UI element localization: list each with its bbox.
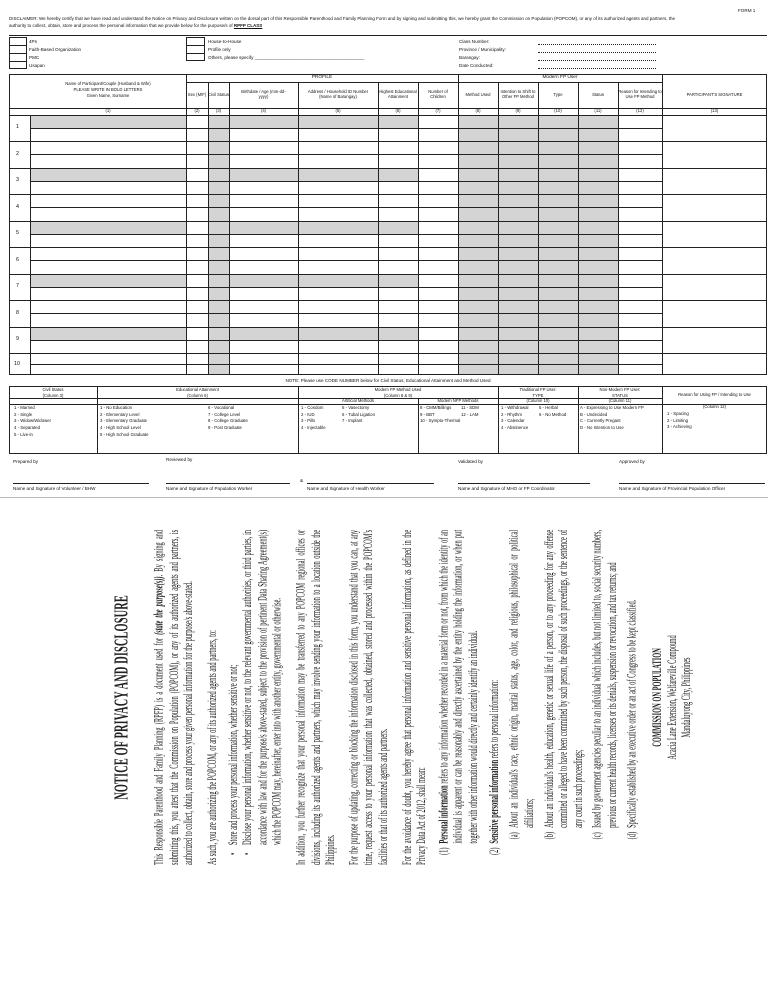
session-others: Others, please specify ___________________________________________ [208, 55, 365, 60]
col-type: Type [553, 91, 563, 97]
profile-header: PROFILE [311, 75, 333, 81]
col-signature: PARTICIPANT'S SIGNATURE [686, 91, 743, 97]
col-num-10: (10) [554, 108, 562, 114]
date-conducted-label: Date Conducted: [459, 63, 494, 68]
disclaimer-purpose: RPFP CLASS [233, 23, 263, 28]
col-num-7: (7) [435, 108, 441, 114]
personal-info-definition: (1) Personal information refers to any information whether recorded in a material form or not, from which the identity of an individual is apparent or can be reasonably and directly ascertained by the entity holding the information, or when put together with other information would directly and certainly identify an individual. [436, 529, 480, 856]
class-type-4ps: 4Ps [29, 39, 37, 44]
session-profile-only: Profile only [208, 47, 231, 52]
nfp-codes-b: 11 - SDM 12 - LAM [461, 405, 479, 417]
col-reason: Reason for Intending to Use FP Method [618, 89, 662, 99]
provincial-officer-signature-line[interactable] [619, 483, 765, 484]
approved-by-label: Approved by [619, 459, 645, 464]
session-house-to-house: House-to-House [208, 39, 242, 44]
date-field[interactable] [538, 68, 656, 69]
row-number: 5 [16, 230, 19, 236]
volunteer-role: Name and Signature of Volunteer / BHW [13, 486, 96, 491]
artificial-codes-a: 1 - Condom 2 - IUD 3 - Pills 4 - Injectable [301, 405, 326, 430]
org-name: COMMISSION ON POPULATION [649, 648, 664, 747]
education-legend-title: Educational Attainment (Column 6) [176, 387, 219, 398]
health-worker-role: Name and Signature of Health Worker [307, 486, 385, 491]
page-divider [0, 497, 768, 498]
non-modern-codes: A - Expressing to Use Modern FP B - Undecided C - Currently Pregant D - No Intention to Use [580, 405, 644, 430]
org-address-2: Mandaluyong City, Philippines [679, 657, 694, 738]
col-num-12: (12) [636, 108, 644, 114]
disclaimer-line-2: authority to collect, obtain, store and process the personal information that we provide below for the purpose/s of RPFP CLASS [9, 23, 263, 28]
col-address: Address / Household ID Number (Name of Barangay) [307, 89, 369, 99]
volunteer-signature-line[interactable] [13, 483, 149, 484]
education-codes-a: 1 - No Education 2 - Elementary Level 3 - Elementary Graduate 4 - High School Level 5 - High School Graduate [100, 405, 149, 437]
notice-title: NOTICE OF PRIVACY AND DISCLOSURE [110, 595, 134, 800]
col-num-3: (3) [215, 108, 222, 114]
class-number-label: Class Number: [459, 39, 490, 44]
row-number: 1 [16, 124, 19, 130]
disclaimer-line-1: DISCLAIMER: We hereby certify that we have read and understand the Notice on Privacy and Disclosure written on the dorsal part of this Responsible Parenthood and Family Planning Form and by signing and submitting this, we hereby grant the Commission on Population (POPCOM), or any of its authorized agents and partners, the [9, 16, 676, 21]
population-worker-signature-line[interactable] [166, 483, 290, 484]
sensitive-item-a: (a) About an individual's race, ethnic origin, marital status, age, color, and religious, philosophical or political affiliations; [506, 529, 536, 840]
barangay-label: Barangay: [459, 55, 480, 60]
modern-fp-user-header: Modern FP User [542, 75, 578, 81]
ampersand: & [300, 478, 304, 483]
reason-codes: 1 - Spacing 2 - Limiting 3 - Achieving [667, 411, 692, 430]
class-type-faith-based: Faith-Based Organization [29, 47, 82, 52]
notice-bullet-2: • Disclose your personal information, whether sensitive or not, to the relevant governmental authorities, or third parties, in accordance with law and for the purpose/s above-stated, subject to the provision of pertinent Data Sharing Agreement(s) which the POPCOM may, hereinafter, enter into with another entity, governmental or otherwise. [240, 529, 284, 856]
reviewed-by-label: Reviewed by [166, 457, 193, 462]
population-worker-role: Name and Signature of Population Worker [166, 486, 253, 491]
col-num-8: (8) [475, 108, 481, 114]
traditional-codes-a: 1 - Withdrawal 2 - Rhythm 3 - Calendar 4 - Abstinence [501, 405, 529, 430]
artificial-methods-title: Artificial Methods [342, 397, 374, 403]
traditional-codes-b: 5 - Herbal 6 - No Method [539, 405, 567, 417]
col-method-used: Method Used [465, 91, 491, 97]
modern-fp-legend-title: Modern FP Method Used (Column 8 & 9) [374, 387, 422, 398]
col-education: Highest Educational Attainment [379, 89, 417, 99]
artificial-codes-b: 5 - Vasectomy 6 - Tubal Ligation 7 - Implant [342, 405, 375, 424]
traditional-legend-title: Traditional FP User: TYPE [519, 387, 557, 398]
col-civil-status: Civil Status [208, 91, 229, 97]
row-number: 2 [16, 151, 19, 157]
col-num-13: (13) [710, 108, 719, 114]
col-sex: Sex (M/F) [187, 91, 207, 97]
province-field[interactable] [538, 52, 656, 53]
class-type-pmc: PMC [29, 55, 40, 60]
col-num-5: (5) [335, 108, 341, 114]
code-note: NOTE: Please use CODE NUMBER below for Civil Status, Educational Attainment and Method Used [285, 378, 491, 384]
reason-col: (Column 12) [702, 403, 727, 409]
province-municipality-label: Province / Municipality: [459, 47, 506, 52]
notice-paragraph-3: In addition, you further recognize that your personal information may be transferred to any POPCOM regional offices or divisions, including its authorized agents and partners, which may involve sending your information to a location outside the Philippines. [293, 529, 337, 865]
sensitive-item-b: (b) About an individual's health, education, genetic or sexual life of a person, or to any proceeding for any offense committed or alleged to have been committed by such person, the disposal of such proceedings, or the sentence of any court in such proceedings; [540, 529, 585, 840]
row-number: 7 [16, 283, 19, 289]
health-worker-signature-line[interactable] [307, 483, 434, 484]
class-number-field[interactable] [538, 44, 656, 45]
row-number: 4 [16, 204, 19, 210]
row-number: 8 [16, 310, 19, 316]
validated-by-label: Validated by [458, 459, 483, 464]
participant-header: Name of Participant/Couple (Husband & Wife) PLEASE WRITE IN BOLD LETTERS Given Name, Surname [65, 81, 151, 98]
traditional-col: (Column 10) [526, 397, 550, 403]
prepared-by-label: Prepared by [13, 459, 39, 464]
row-number: 3 [16, 177, 19, 183]
col-num-4: (4) [260, 108, 267, 114]
col-num-1: (1) [105, 108, 111, 114]
col-num-9: (9) [515, 108, 521, 114]
org-address-1: Acacia Lane Extension, Welfareville Compound [664, 635, 679, 760]
non-modern-col: (Column 11) [608, 397, 632, 403]
civil-status-legend-title: Civil Status (Column 3) [42, 387, 64, 398]
provincial-officer-role: Name and Signature of Provincial Population Officer [619, 486, 726, 491]
session-type-checkboxes[interactable] [186, 37, 205, 61]
notice-bullet-1: • Store and process your personal information, whether sensitive or not; [225, 664, 240, 856]
col-num-6: (6) [395, 108, 401, 114]
notice-paragraph-4: For the purpose of updating, correcting or blocking the information disclosed in this form, you understand that you can, at any time, request access to your personal information that was collected, obtained, stored and processed within the POPCOM's facilities or that of its authorized agents and partners. [346, 529, 391, 865]
col-num-2: (2) [194, 108, 200, 114]
col-status: Status [592, 91, 604, 97]
col-intention-shift: Intention to Shift to Other FP Method [500, 89, 536, 99]
notice-paragraph-1: This Responsible Parenthood and Family Planning (RPFP) is a document used for (state the purpose(s)). By signing and submitting this, you attest that the Commission on Population (POPCOM), or any of its authorized agents and partners, is authorized to collect, obtain, store and process your given personal information for the purpose/s above-stated. [151, 529, 196, 865]
notice-paragraph-5: For the avoidance of doubt, you hereby agree that personal information and sensitive personal information, as defined in the Privacy Data Act of 2012, shall mean: [399, 529, 429, 865]
row-number: 10 [14, 361, 20, 367]
nfp-codes-a: 8 - CMM/Billings 9 - BBT 10 - Sympto-Thermal [420, 405, 461, 424]
sensitive-item-c: (c) Issued by government agencies peculiar to an individual which includes, but not limited to, social security numbers, previous or current health records, licenses or its denials, suspension or revocation, and tax returns; and [589, 529, 619, 840]
col-children: Number of Children [428, 89, 448, 99]
sensitive-info-definition: (2) Sensitive personal information refers to personal information: [486, 679, 501, 856]
mho-signature-line[interactable] [458, 483, 590, 484]
sensitive-item-d: (d) Specifically established by an executive order or an act of Congress to be kept classified. [623, 599, 638, 840]
mho-role: Name and Signature of MHO or FP Coordinator [458, 486, 555, 491]
reason-legend-title: Reason for Using FP / Intending to Use [678, 392, 751, 398]
col-num-11: (11) [594, 108, 602, 114]
civil-status-codes: 1 - Married 2 - Single 3 - Widow/Widower 4 - Separated 5 - Live-in [14, 405, 52, 437]
privacy-notice [108, 529, 694, 865]
row-number: 9 [16, 336, 19, 342]
col-birthdate: Birthdate / Age (mm-dd-yyyy) [241, 89, 286, 99]
education-codes-b: 6 - Vocational 7 - College Level 8 - College Graduate 9 - Post Graduate [208, 405, 248, 430]
form-id: FORM 1 [738, 8, 756, 13]
nfp-methods-title: Modern NFP Methods [437, 397, 479, 403]
notice-paragraph-2: As such, you are authorizing the POPCOM, or any of its authorized agents and partners, to: [204, 630, 219, 865]
non-modern-legend-title: Non-Modern FP User: STATUS [599, 387, 641, 398]
row-number: 6 [16, 257, 19, 263]
barangay-field[interactable] [538, 60, 656, 61]
class-type-usapan: Usapan [29, 63, 45, 68]
